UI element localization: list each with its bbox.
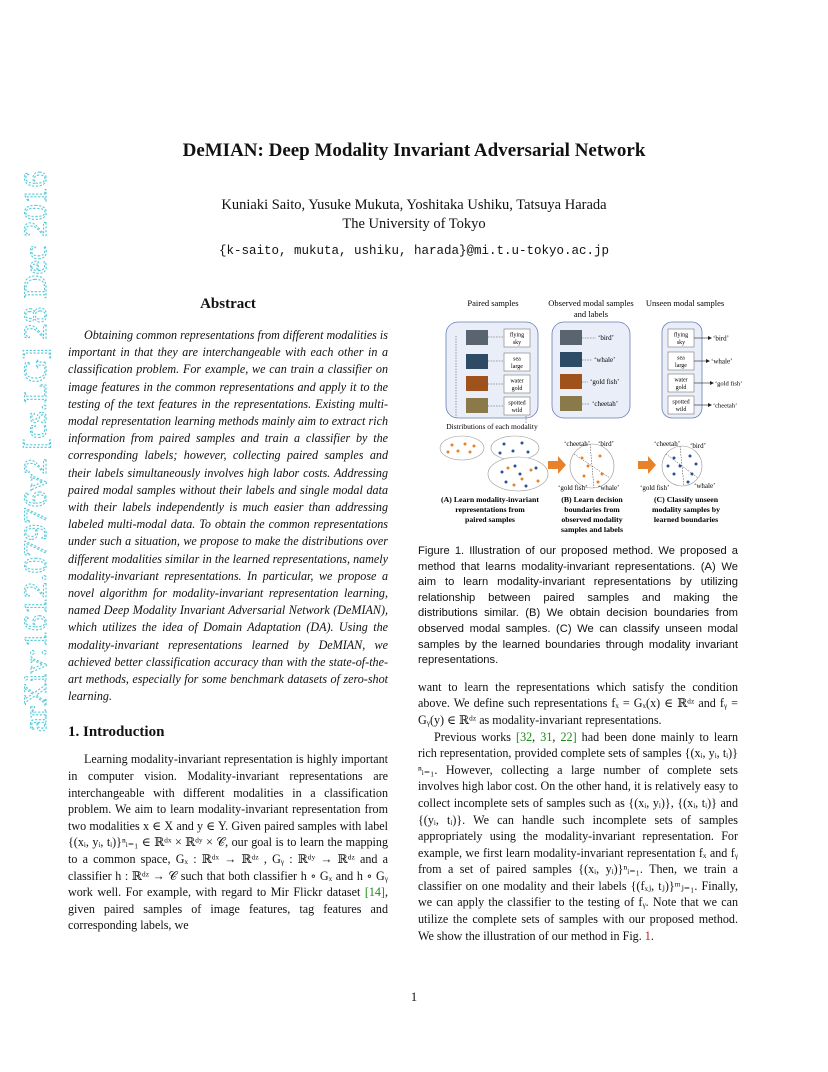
svg-text:flying: flying (509, 332, 525, 339)
svg-text:gold: gold (511, 386, 523, 392)
svg-text:samples and labels: samples and labels (561, 525, 623, 534)
tag-box-4 (504, 397, 530, 415)
svg-text:representations from: representations from (455, 505, 525, 514)
svg-text:large: large (511, 364, 523, 370)
obs-photo-goldfish (560, 374, 582, 389)
obs-label-1: ‘bird’ (598, 334, 614, 342)
boundary-label-b-3: ‘gold fish’ (558, 484, 588, 492)
svg-text:(C) Classify unseen: (C) Classify unseen (653, 495, 719, 504)
intro-heading: 1. Introduction (68, 724, 165, 741)
svg-text:sea: sea (513, 356, 521, 363)
affiliation: The University of Tokyo (342, 216, 486, 232)
header-observed-1: Observed modal samples (548, 298, 634, 308)
boundary-label-b-4: ‘whale’ (598, 484, 620, 492)
unseen-tag-2 (668, 352, 694, 370)
page-number: 1 (410, 990, 418, 1004)
svg-text:spotted: spotted (508, 400, 526, 407)
header-observed-2: and labels (573, 309, 609, 319)
arrow-b-to-c (638, 456, 656, 474)
header-unseen: Unseen modal samples (645, 298, 725, 308)
boundary-label-c-3: ‘gold fish’ (640, 484, 670, 492)
step-a-caption (441, 495, 539, 524)
right-column (418, 296, 743, 944)
photo-goldfish (466, 376, 488, 391)
dist-modality-y (491, 436, 539, 460)
intro-text-1: Learning modality-invariant representation is highly important in computer vision. Modality-invariant representations are interchangeable with different modalities in a classification problem. We aim to learn modality-invariant representation from two modalities x ∈ X and y ∈ Y. Given paired samples with label {(xᵢ, yᵢ, tᵢ)}ⁿᵢ₌₁ ∈ ℝᵈˣ × ℝᵈʸ × 𝒞, our goal is to learn the mapping to a common space, Gₓ : ℝᵈˣ → ℝᵈᶻ , Gᵧ : ℝᵈʸ → ℝᵈᶻ and a classifier h : ℝᵈᶻ → 𝒞 such that both classifier h ∘ Gₓ and h ∘ Gᵧ work well. For example, with regard to Mir Flickr dataset (68, 752, 388, 900)
figure-1 (418, 296, 743, 536)
boundary-label-b-1: ‘cheetah’ (564, 440, 591, 448)
right-text-2: had been done mainly to learn rich representation, provided complete sets of samples {(xᵢ, yᵢ, tᵢ)}ⁿᵢ₌₁. However, collecting a large number of complete sets involves high labor cost. On the other hand, it is relatively easy to collect incomplete sets of samples such as {(xᵢ, yᵢ)}, {(xᵢ, tᵢ)} and {(yᵢ, tᵢ)}. We can handle such incomplete sets of samples appropriately using the modality-invariant representation. For example, we first learn modality-invariant representation fₓ and fᵧ from a set of paired samples {(xᵢ, yᵢ)}ⁿᵢ₌₁. Then, we train a classifier on one modality and their labels {(fₓⱼ, tⱼ)}ᵐⱼ₌₁. Finally, we can apply the classifier to the testing of fᵧ. Note that we can utilize the complete sets of samples with our proposed method. We show the illustration of our method in Fig. (418, 729, 739, 943)
svg-text:modality samples by: modality samples by (651, 505, 721, 514)
step-c-caption (652, 495, 720, 524)
photo-whale (466, 354, 488, 369)
arrow-a-to-b (548, 456, 566, 474)
tag-box-1 (504, 329, 530, 347)
author-block (0, 196, 828, 234)
svg-text:(B) Learn decision: (B) Learn decision (561, 495, 623, 504)
arxiv-stamp-text: arXiv:1612.07976v2 [cs.LG] 28 Dec 2016 (18, 171, 54, 732)
obs-photo-cheetah (560, 396, 582, 411)
left-column (68, 296, 388, 934)
tag-box-2 (504, 353, 530, 371)
dist-modality-x (440, 436, 484, 460)
citation-link-31[interactable]: 31 (540, 729, 553, 744)
citation-sep-1: , (532, 729, 541, 744)
obs-photo-bird (560, 330, 582, 345)
photo-cheetah (466, 398, 488, 413)
right-text-1: Previous works (434, 729, 517, 744)
unseen-label-1: ‘bird’ (713, 334, 729, 343)
svg-text:wild: wild (511, 408, 523, 414)
svg-text:large: large (675, 363, 687, 369)
citation-link-22[interactable]: 22] (560, 729, 577, 744)
authors: Kuniaki Saito, Yusuke Mukuta, Yoshitaka Ushiku, Tatsuya Harada (221, 197, 607, 213)
boundary-label-c-4: ‘whale’ (694, 482, 716, 490)
paper-title: DeMIAN: Deep Modality Invariant Adversarial Network (182, 140, 646, 161)
right-text-end: . (650, 928, 654, 943)
svg-text:gold: gold (675, 385, 687, 391)
unseen-tag-1 (668, 329, 694, 347)
author-emails: {k-saito, mukuta, ushiku, harada}@mi.t.u-tokyo.ac.jp (218, 244, 610, 258)
svg-text:flying: flying (673, 332, 689, 339)
intro-paragraph (68, 751, 388, 934)
unseen-tag-3 (668, 374, 694, 392)
distribution-label: Distributions of each modality (446, 422, 538, 431)
header-paired: Paired samples (467, 298, 519, 308)
unseen-label-4: ‘cheetah’ (713, 402, 738, 410)
obs-label-3: ‘gold fish’ (590, 378, 620, 386)
step-b-caption (561, 495, 623, 534)
right-paragraph-1: want to learn the representations which satisfy the condition above. We define such representations fₓ = Gₓ(x) ∈ ℝᵈᶻ and fᵧ = Gᵧ(y) ∈ ℝᵈᶻ as modality-invariant representations. (418, 679, 738, 727)
unseen-label-3: ‘gold fish’ (715, 380, 743, 388)
svg-text:water: water (674, 377, 688, 384)
boundary-label-b-2: ‘bird’ (598, 440, 614, 448)
boundary-label-c-1: ‘cheetah’ (654, 440, 681, 448)
tag-box-3 (504, 375, 530, 393)
photo-bird (466, 330, 488, 345)
svg-text:sea: sea (677, 355, 685, 362)
svg-text:(A) Learn modality-invariant: (A) Learn modality-invariant (441, 495, 539, 504)
obs-label-4: ‘cheetah’ (592, 400, 619, 408)
svg-text:spotted: spotted (672, 399, 690, 406)
svg-text:sky: sky (512, 340, 522, 346)
right-paragraph-2 (418, 729, 738, 945)
svg-text:learned boundaries: learned boundaries (653, 515, 719, 524)
boundary-label-c-2: ‘bird’ (690, 442, 706, 450)
figure-caption: Figure 1. Illustration of our proposed method. We proposed a method that learns modality-invariant representations. (A) We aim to learn modality-invariant representations by utilizing relationship between paired samples and making the distributions similar. (B) We obtain decision boundaries from observed modal samples. (C) We can classify unseen modal samples by the learned boundaries through modality invariant representations. (418, 545, 738, 667)
unseen-label-2: ‘whale’ (711, 357, 733, 366)
obs-photo-whale (560, 352, 582, 367)
dist-merged (488, 457, 548, 491)
abstract-heading: Abstract (200, 296, 256, 312)
figure-ref-link[interactable]: 1 (644, 928, 651, 943)
svg-text:wild: wild (675, 407, 687, 413)
unseen-tag-4 (668, 396, 694, 414)
svg-text:paired samples: paired samples (465, 515, 515, 524)
citation-sep-2: , (552, 729, 561, 744)
citation-link-32[interactable]: [32 (516, 729, 533, 744)
citation-link[interactable]: [14] (364, 885, 385, 900)
intro-text-2: , given paired samples of image features, tag features and corresponding labels, we (68, 885, 388, 933)
abstract-body: Obtaining common representations from different modalities is important in that they are interchangeable with each other in a classification problem. For example, we can train a classifier on image features in the common representations and apply it to the testing of the text features in the representations. Existing multi-modal representation learning methods mainly aim to extract rich information from paired samples and train a classifier by the corresponding labels; however, collecting paired samples and their labels simultaneously involves high labor costs. Addressing paired modal samples without their labels and single modal data with their labels independently is much easier than addressing labeled multi-modal data. To obtain the common representations under such a situation, we propose to make the distributions over different modalities similar in the learned representations, namely modality-invariant representations. In particular, we propose a novel algorithm for modality-invariant representation learning, named Deep Modality Invariant Adversarial Network (DeMIAN), which utilizes the idea of Domain Adaptation (DA). Using the modality-invariant representations learned by DeMIAN, we achieved better classification accuracy than with the state-of-the-art methods, especially for some benchmark datasets of zero-shot learning. (68, 328, 388, 704)
svg-text:boundaries from: boundaries from (564, 505, 620, 514)
svg-text:water: water (510, 378, 524, 385)
svg-text:sky: sky (676, 340, 686, 346)
svg-text:observed modality: observed modality (561, 515, 623, 524)
obs-label-2: ‘whale’ (594, 356, 616, 364)
